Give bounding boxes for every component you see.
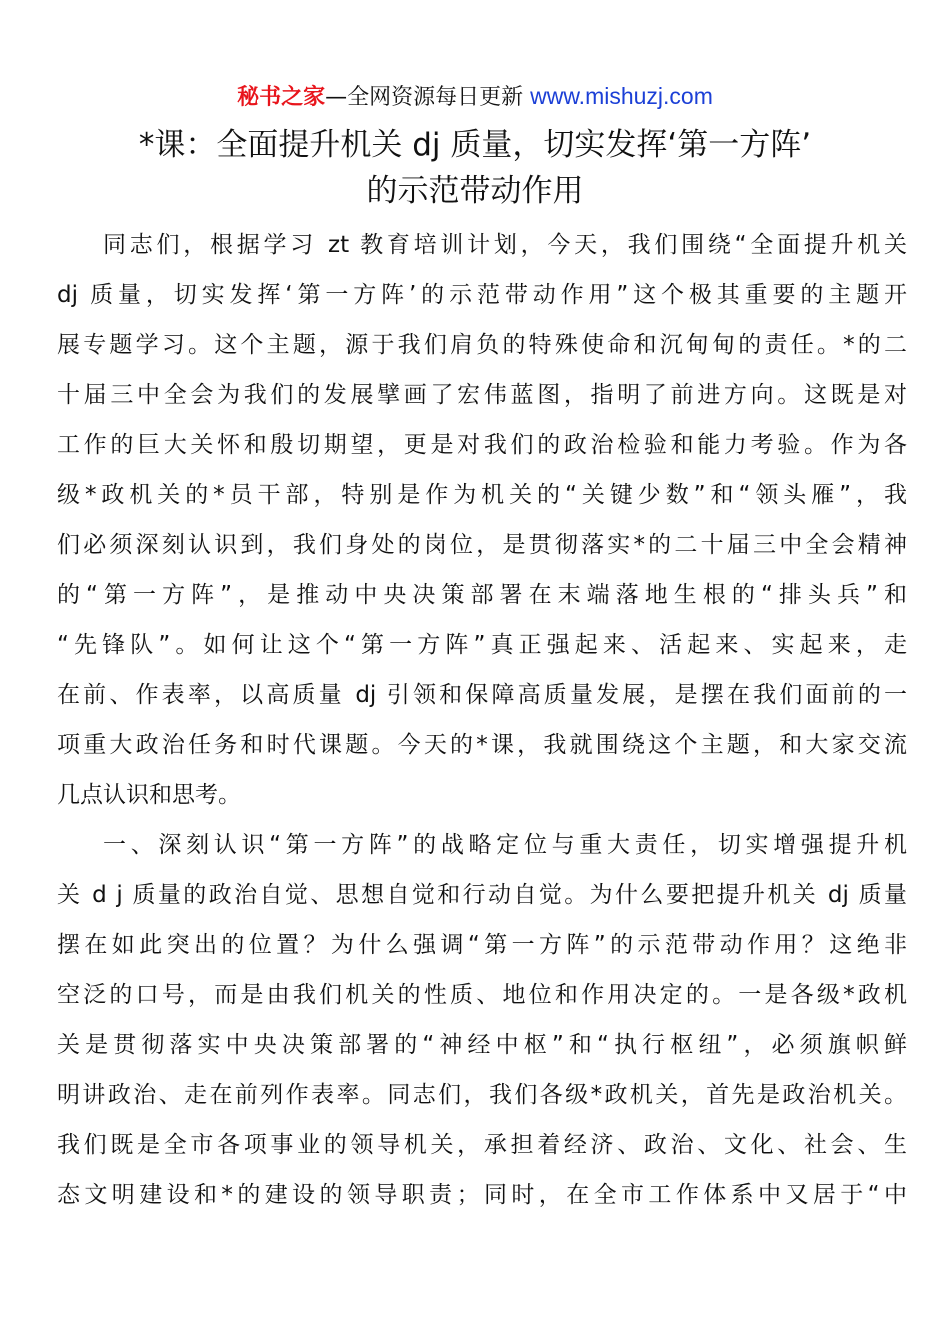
paragraph-line: 工作的巨大关怀和殷切期望，更是对我们的政治检验和能力考验。作为各	[57, 432, 907, 458]
paragraph-line: 摆在如此突出的位置？为什么强调“第一方阵”的示范带动作用？这绝非	[57, 932, 907, 958]
paragraph-line: dj 质量，切实发挥‘第一方阵’的示范带动作用”这个极其重要的主题开	[57, 282, 907, 308]
paragraph-line: 空泛的口号，而是由我们机关的性质、地位和作用决定的。一是各级*政机	[57, 982, 907, 1008]
paragraph-line: 级*政机关的*员干部，特别是作为机关的“关键少数”和“领头雁”，我	[57, 482, 907, 508]
paragraph-line: 关 d j 质量的政治自觉、思想自觉和行动自觉。为什么要把提升机关 dj 质量	[57, 882, 907, 908]
paragraph-line: 几点认识和思考。	[57, 782, 241, 808]
title-line-1: *课：全面提升机关 dj 质量，切实发挥‘第一方阵’	[138, 127, 812, 163]
paragraph-line: 同志们，根据学习 zt 教育培训计划，今天，我们围绕“全面提升机关	[103, 232, 907, 258]
paragraph-line: 我们既是全市各项事业的领导机关，承担着经济、政治、文化、社会、生	[57, 1132, 907, 1158]
paragraph-line: 项重大政治任务和时代课题。今天的*课，我就围绕这个主题，和大家交流	[57, 732, 907, 758]
paragraph-line: 十届三中全会为我们的发展擘画了宏伟蓝图，指明了前进方向。这既是对	[57, 382, 907, 408]
site-url-link[interactable]: www.mishuzj.com	[530, 83, 713, 109]
title-line-2: 的示范带动作用	[366, 173, 584, 209]
document-title	[0, 122, 950, 214]
paragraph-line: “先锋队”。如何让这个“第一方阵”真正强起来、活起来、实起来，走	[57, 632, 907, 658]
paragraph-line: 们必须深刻认识到，我们身处的岗位，是贯彻落实*的二十届三中全会精神	[57, 532, 907, 558]
document-body	[57, 220, 907, 1220]
paragraph-line: 关是贯彻落实中央决策部署的“神经中枢”和“执行枢纽”，必须旗帜鲜	[57, 1032, 907, 1058]
paragraph-line: 态文明建设和*的建设的领导职责；同时，在全市工作体系中又居于“中	[57, 1182, 907, 1208]
paragraph-line: 在前、作表率，以高质量 dj 引领和保障高质量发展，是摆在我们面前的一	[57, 682, 907, 708]
paragraph-line: 展专题学习。这个主题，源于我们肩负的特殊使命和沉甸甸的责任。*的二	[57, 332, 907, 358]
paragraph-line: 的“第一方阵”，是推动中央决策部署在末端落地生根的“排头兵”和	[57, 582, 907, 608]
brand-name: 秘书之家	[237, 85, 326, 110]
header-tagline: —全网资源每日更新	[325, 85, 531, 110]
section-heading-line: 一、深刻认识“第一方阵”的战略定位与重大责任，切实增强提升机	[103, 832, 907, 858]
paragraph-line: 明讲政治、走在前列作表率。同志们，我们各级*政机关，首先是政治机关。	[57, 1082, 907, 1108]
site-header	[0, 80, 950, 114]
